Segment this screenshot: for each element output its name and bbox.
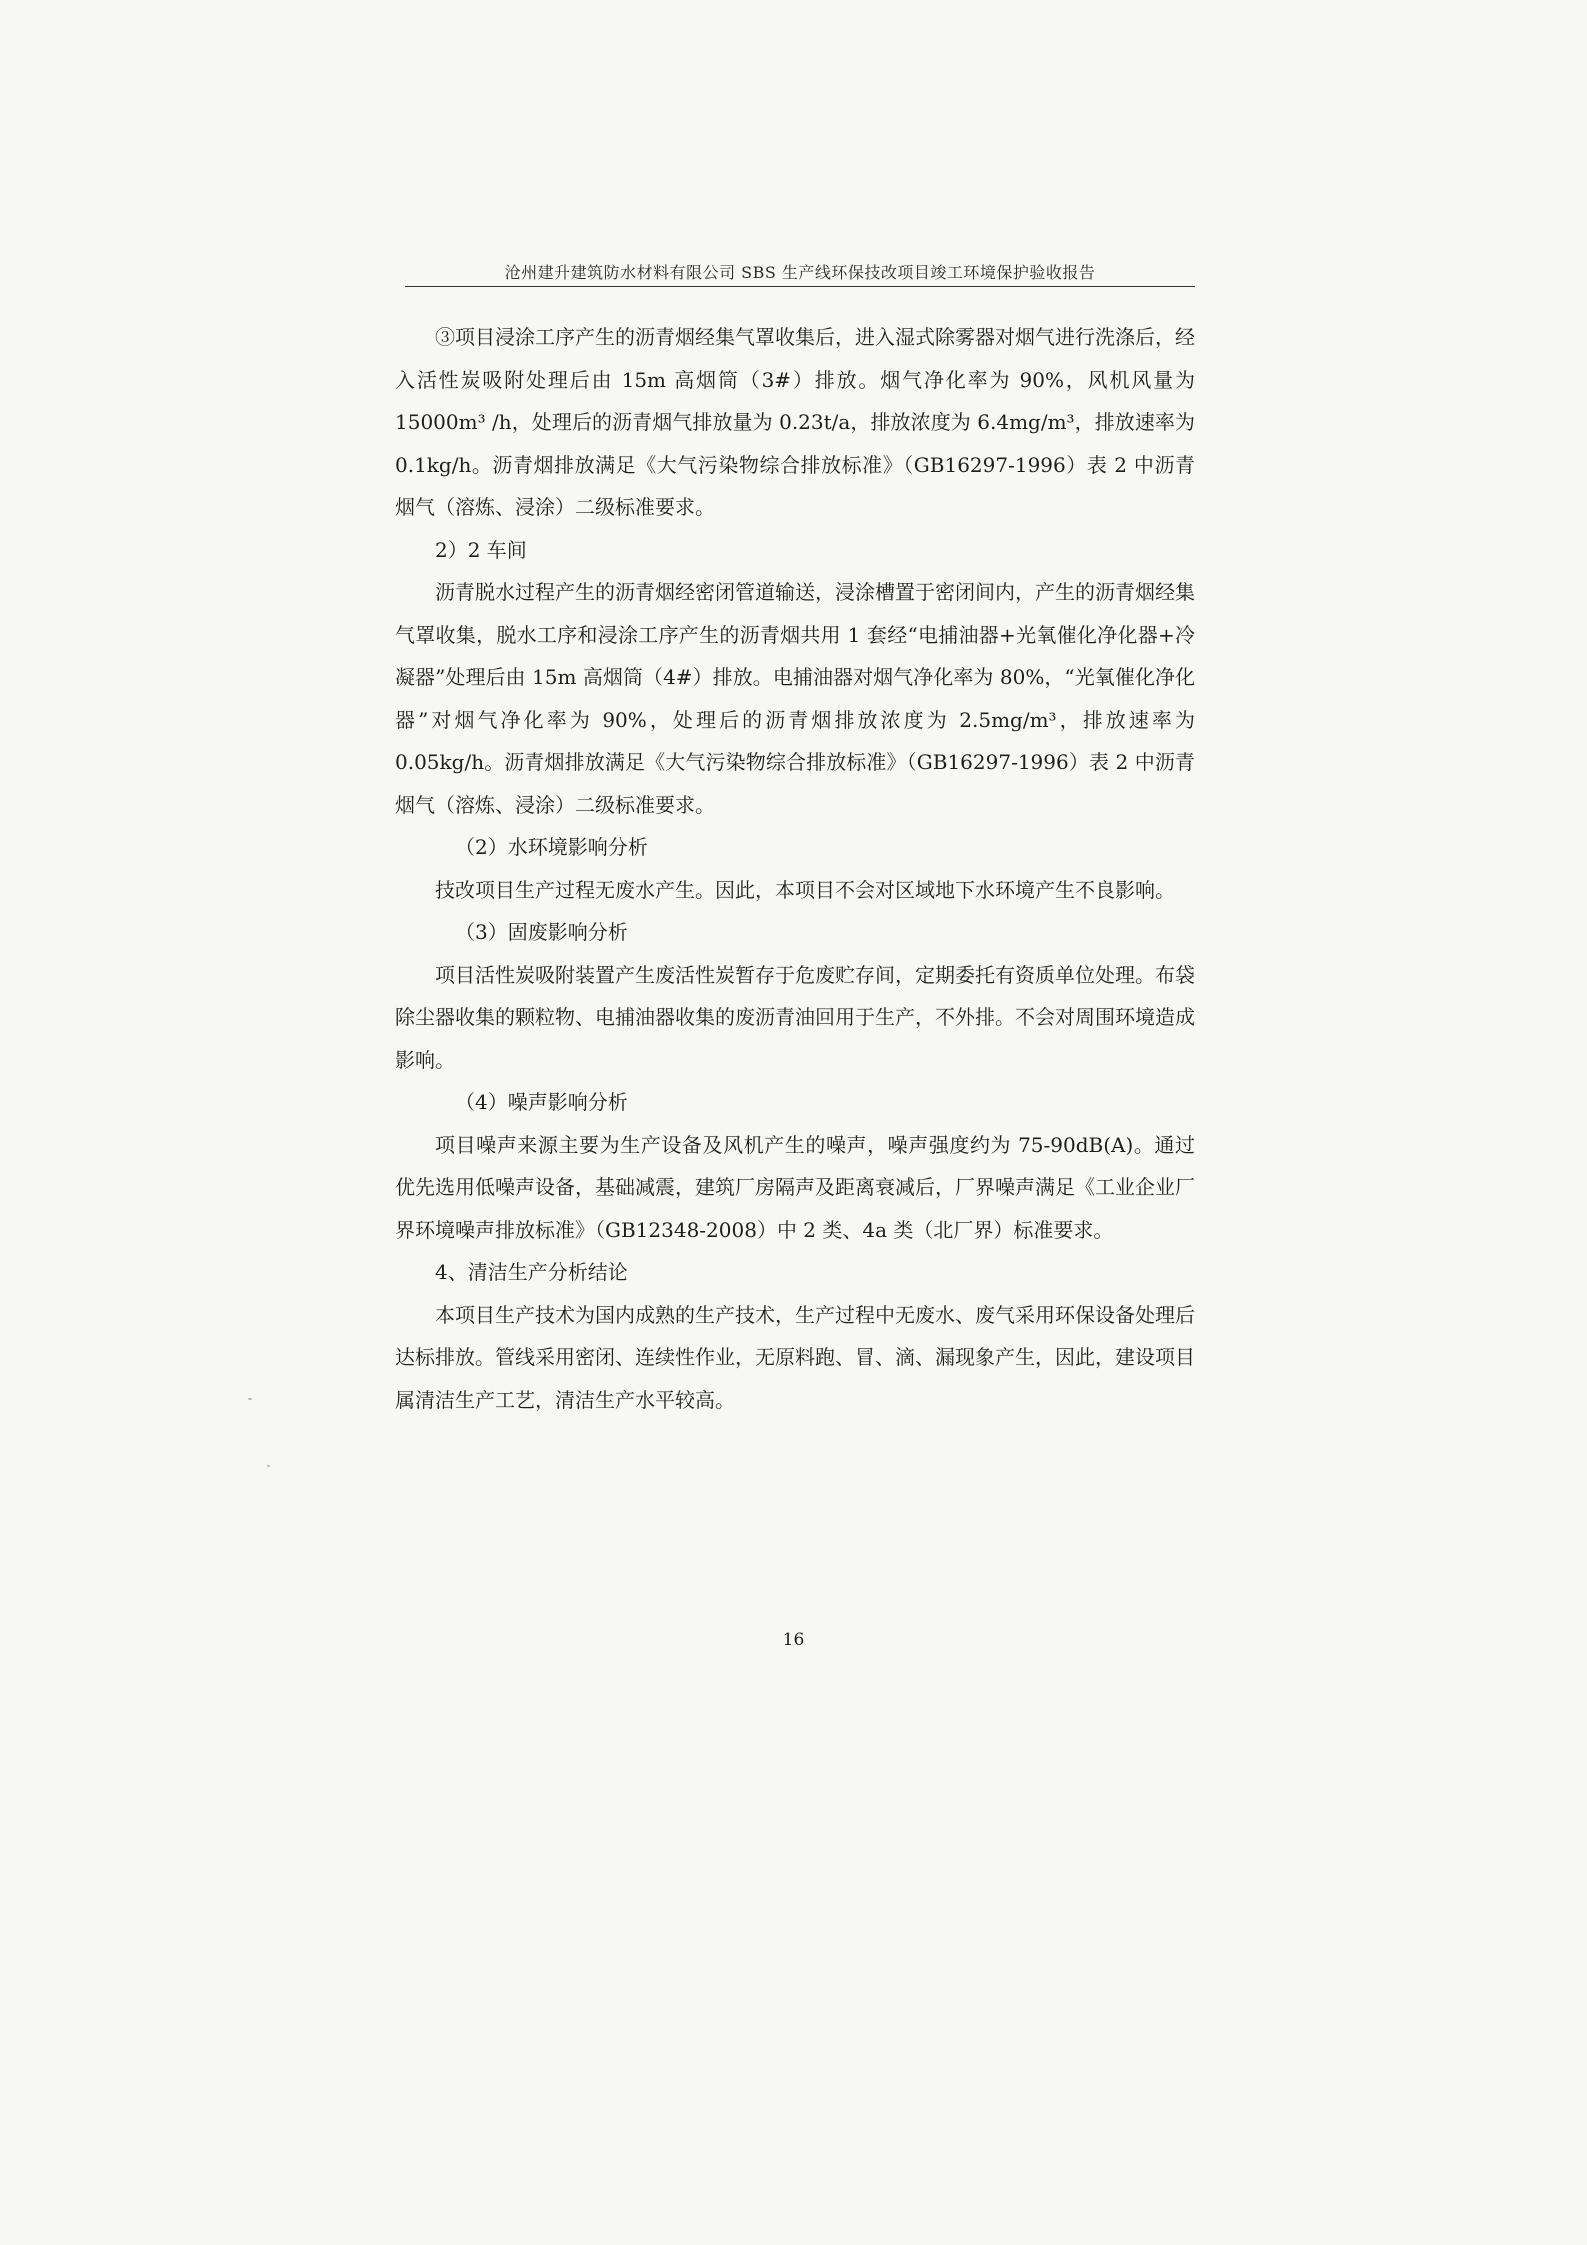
paragraph-solid-waste: 项目活性炭吸附装置产生废活性炭暂存于危废贮存间，定期委托有资质单位处理。布袋除尘器收集的颗粒物、电捕油器收集的废沥青油回用于生产，不外排。不会对周围环境造成影响。: [395, 962, 1195, 1072]
page-number: 16: [782, 1630, 805, 1650]
paragraph-asphalt-smoke-dip: ③项目浸涂工序产生的沥青烟经集气罩收集后，进入湿式除雾器对烟气进行洗涤后，经入活性炭吸附处理后由 15m 高烟筒（3#）排放。烟气净化率为 90%，风机风量为 15000m³ /h，处理后的沥青烟气排放量为 0.23t/a，排放浓度为 6.4mg/m³，排放速率为 0.1kg/h。沥青烟排放满足《大气污染物综合排放标准》（GB16297-1996）表 2 中沥青烟气（溶炼、浸涂）二级标准要求。: [395, 325, 1195, 519]
header-rule: [405, 286, 1195, 287]
paragraph-workshop-2: 沥青脱水过程产生的沥青烟经密闭管道输送，浸涂槽置于密闭间内，产生的沥青烟经集气罩收集，脱水工序和浸涂工序产生的沥青烟共用 1 套经“电捕油器+光氧催化净化器+冷凝器”处理后由 15m 高烟筒（4#）排放。电捕油器对烟气净化率为 80%，“光氧催化净化器”对烟气净化率为 90%，处理后的沥青烟排放浓度为 2.5mg/m³，排放速率为 0.05kg/h。沥青烟排放满足《大气污染物综合排放标准》（GB16297-1996）表 2 中沥青烟气（溶炼、浸涂）二级标准要求。: [395, 580, 1195, 817]
section-heading-noise: （4）噪声影响分析: [455, 1090, 628, 1114]
paragraph-water: 技改项目生产过程无废水产生。因此，本项目不会对区域地下水环境产生不良影响。: [435, 877, 1175, 902]
paragraph-clean-production: 本项目生产技术为国内成熟的生产技术，生产过程中无废水、废气采用环保设备处理后达标排放。管线采用密闭、连续性作业，无原料跑、冒、滴、漏现象产生，因此，建设项目属清洁生产工艺，清洁生产水平较高。: [395, 1302, 1195, 1412]
paragraph-noise: 项目噪声来源主要为生产设备及风机产生的噪声，噪声强度约为 75-90dB(A)。通过优先选用低噪声设备，基础减震，建筑厂房隔声及距离衰减后，厂界噪声满足《工业企业厂界环境噪声排放标准》（GB12348-2008）中 2 类、4a 类（北厂界）标准要求。: [395, 1132, 1195, 1242]
section-heading-water: （2）水环境影响分析: [455, 835, 648, 859]
section-heading-workshop-2: 2）2 车间: [435, 537, 527, 562]
page-header: 沧州建升建筑防水材料有限公司 SBS 生产线环保技改项目竣工环境保护验收报告: [504, 263, 1096, 282]
section-heading-clean-production: 4、清洁生产分析结论: [435, 1260, 628, 1284]
scan-speck: [248, 1398, 252, 1400]
document-body: [395, 316, 1195, 1421]
scan-speck: [267, 1465, 270, 1467]
section-heading-solid-waste: （3）固废影响分析: [455, 920, 628, 944]
